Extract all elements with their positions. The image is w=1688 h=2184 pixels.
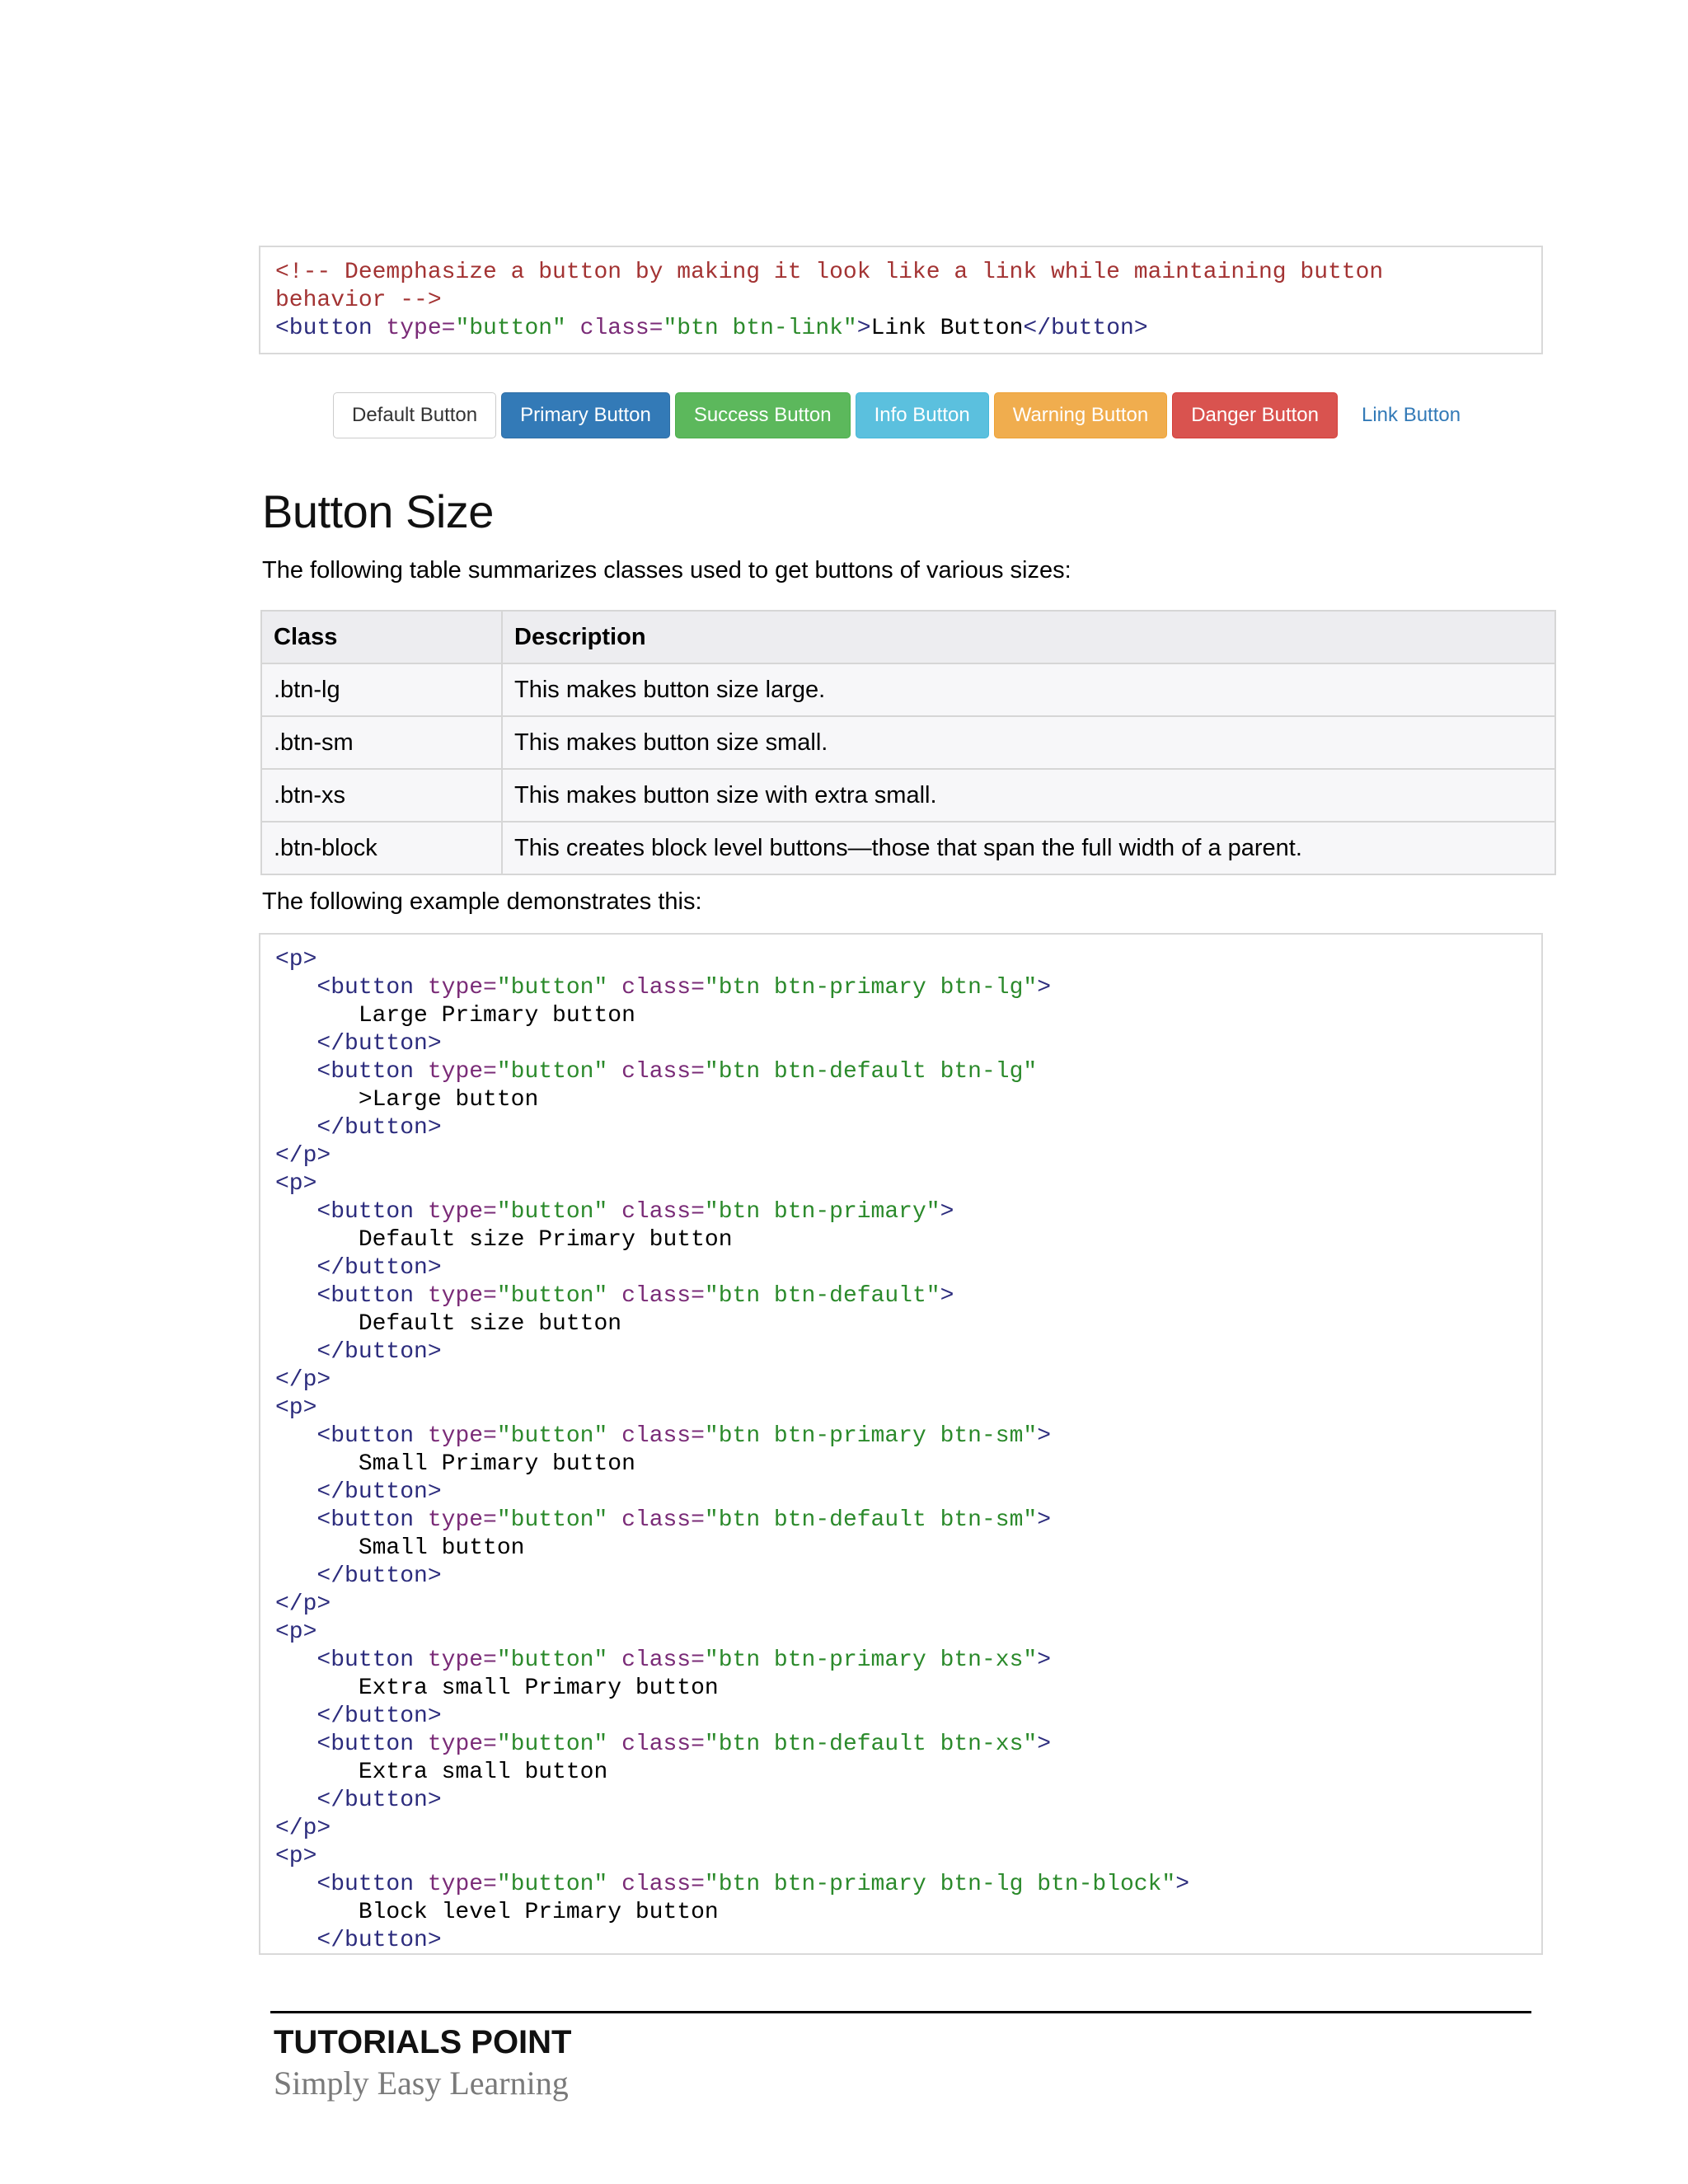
table-cell-class: .btn-xs: [261, 769, 502, 822]
code-token: <p>: [275, 1395, 317, 1421]
code-token: </button>: [275, 1031, 442, 1057]
code-token: "button": [496, 1059, 622, 1085]
code-line: [275, 1338, 1526, 1366]
code-block-link-button: [259, 246, 1543, 354]
code-token: "button": [496, 1647, 622, 1673]
code-token: type=: [427, 1423, 497, 1449]
code-line: [275, 1927, 1526, 1955]
code-line: [275, 1058, 1526, 1086]
code-token: <button: [275, 1872, 428, 1897]
code-token: >: [940, 1199, 954, 1225]
code-token: "btn btn-default btn-xs": [704, 1732, 1038, 1757]
code-token: type=: [427, 975, 497, 1001]
code-token: "button": [496, 1732, 622, 1757]
code-token: "btn btn-primary btn-lg btn-block": [704, 1872, 1176, 1897]
code-line: [275, 1226, 1526, 1254]
table-row: [261, 663, 1555, 716]
code-token: <p>: [275, 1619, 317, 1645]
code-line: [275, 1591, 1526, 1619]
code-token: type=: [427, 1059, 497, 1085]
code-token: "button": [496, 1507, 622, 1533]
code-token: type=: [386, 316, 456, 341]
code-line: [275, 287, 1526, 315]
code-token: </button>: [275, 1479, 442, 1505]
code-line: [275, 1759, 1526, 1787]
code-line: [275, 1282, 1526, 1310]
code-token: class=: [621, 1423, 705, 1449]
button-size-table: [260, 610, 1556, 875]
link-button-demo: Link Button: [1362, 404, 1461, 426]
code-line: [275, 1507, 1526, 1535]
code-token: </button>: [275, 1255, 442, 1281]
code-token: "btn btn-primary btn-xs": [704, 1647, 1038, 1673]
code-line: [275, 1422, 1526, 1451]
code-token: </button>: [275, 1563, 442, 1589]
default-button-demo: Default Button: [333, 392, 496, 438]
code-token: >: [1037, 1423, 1051, 1449]
code-line: [275, 1731, 1526, 1759]
code-line: [275, 1479, 1526, 1507]
code-token: "button": [496, 1872, 622, 1897]
table-cell-class: .btn-block: [261, 822, 502, 874]
table-row: [261, 769, 1555, 822]
code-token: type=: [427, 1283, 497, 1309]
code-line: [275, 1114, 1526, 1142]
code-line: [275, 1535, 1526, 1563]
code-token: "button": [496, 1423, 622, 1449]
code-token: Link Button: [870, 316, 1024, 341]
table-header-description: Description: [502, 611, 1555, 663]
code-token: class=: [621, 1283, 705, 1309]
code-token: type=: [427, 1872, 497, 1897]
code-line: [275, 1170, 1526, 1198]
code-line: [275, 1002, 1526, 1030]
code-token: type=: [427, 1199, 497, 1225]
code-token: "btn btn-default": [704, 1283, 940, 1309]
demo-button-row: [333, 391, 1479, 440]
code-token: class=: [621, 1647, 705, 1673]
table-cell-class: .btn-lg: [261, 663, 502, 716]
code-token: Default size Primary button: [275, 1227, 733, 1253]
code-token: </p>: [275, 1143, 331, 1169]
table-cell-description: This makes button size with extra small.: [502, 769, 1555, 822]
code-token: <!-- Deemphasize a button by making it look like a link while maintaining button: [275, 260, 1384, 285]
code-token: >: [856, 316, 871, 341]
code-token: class=: [621, 1872, 705, 1897]
code-token: Default size button: [275, 1311, 622, 1337]
code-line: [275, 1871, 1526, 1899]
code-block-button-sizes: [259, 933, 1543, 1955]
intro-paragraph: The following table summarizes classes used to get buttons of various sizes:: [262, 557, 1071, 583]
code-token: <button: [275, 1283, 428, 1309]
code-token: </button>: [275, 1339, 442, 1365]
code-token: </button>: [275, 1704, 442, 1729]
table-header-class: Class: [261, 611, 502, 663]
code-token: Large Primary button: [275, 1003, 635, 1029]
code-token: "button": [496, 1199, 622, 1225]
table-cell-class: .btn-sm: [261, 716, 502, 769]
code-token: </p>: [275, 1591, 331, 1617]
code-line: [275, 1815, 1526, 1843]
code-line: [275, 1198, 1526, 1226]
code-token: </p>: [275, 1367, 331, 1393]
code-line: [275, 259, 1526, 287]
code-token: >: [1037, 1732, 1051, 1757]
code-token: <button: [275, 1647, 428, 1673]
code-line: [275, 315, 1526, 343]
code-token: <p>: [275, 1844, 317, 1869]
code-line: [275, 1899, 1526, 1927]
info-button-demo: Info Button: [856, 392, 989, 438]
table-cell-description: This makes button size small.: [502, 716, 1555, 769]
code-token: "button": [496, 1283, 622, 1309]
code-line: [275, 1394, 1526, 1422]
warning-button-demo: Warning Button: [994, 392, 1168, 438]
code-token: <button: [275, 975, 428, 1001]
code-token: "btn btn-default btn-sm": [704, 1507, 1038, 1533]
footer-title: TUTORIALS POINT: [274, 2024, 572, 2060]
table-row: [261, 822, 1555, 874]
code-token: <button: [275, 1507, 428, 1533]
example-intro-paragraph: The following example demonstrates this:: [262, 888, 702, 915]
table-row: [261, 716, 1555, 769]
code-line: [275, 1787, 1526, 1815]
code-line: [275, 1030, 1526, 1058]
section-heading: Button Size: [262, 485, 494, 537]
code-line: [275, 1619, 1526, 1647]
code-token: <button: [275, 1199, 428, 1225]
code-token: class=: [621, 975, 705, 1001]
code-token: "btn btn-primary btn-lg": [704, 975, 1038, 1001]
code-line: [275, 1563, 1526, 1591]
code-token: >: [1175, 1872, 1190, 1897]
code-token: "button": [455, 316, 580, 341]
code-line: [275, 1843, 1526, 1871]
code-line: [275, 1451, 1526, 1479]
table-header-row: [261, 611, 1555, 663]
code-line: [275, 1086, 1526, 1114]
code-line: [275, 1647, 1526, 1675]
code-token: <p>: [275, 1171, 317, 1197]
code-token: class=: [621, 1732, 705, 1757]
code-token: <p>: [275, 947, 317, 972]
footer-divider: [270, 2011, 1531, 2013]
code-token: </button>: [275, 1788, 442, 1813]
code-token: </button>: [275, 1115, 442, 1141]
code-line: [275, 1366, 1526, 1394]
code-token: "button": [496, 975, 622, 1001]
code-token: <button: [275, 1732, 428, 1757]
footer-subtitle: Simply Easy Learning: [274, 2064, 569, 2102]
code-token: class=: [621, 1059, 705, 1085]
table-cell-description: This creates block level buttons—those that span the full width of a parent.: [502, 822, 1555, 874]
code-token: >: [1037, 1647, 1051, 1673]
code-line: [275, 946, 1526, 974]
code-token: </p>: [275, 1816, 331, 1841]
code-token: >: [1037, 975, 1051, 1001]
code-token: >Large button: [275, 1087, 539, 1113]
code-token: Extra small button: [275, 1760, 608, 1785]
code-token: type=: [427, 1732, 497, 1757]
code-line: [275, 1703, 1526, 1731]
code-token: class=: [621, 1199, 705, 1225]
code-token: </button>: [1023, 316, 1148, 341]
code-token: Small Primary button: [275, 1451, 635, 1477]
table-cell-description: This makes button size large.: [502, 663, 1555, 716]
code-token: type=: [427, 1507, 497, 1533]
code-line: [275, 1675, 1526, 1703]
code-token: behavior -->: [275, 288, 442, 313]
code-token: "btn btn-primary": [704, 1199, 940, 1225]
code-token: Extra small Primary button: [275, 1675, 719, 1701]
code-token: <button: [275, 316, 387, 341]
code-line: [275, 1254, 1526, 1282]
code-token: <button: [275, 1423, 428, 1449]
code-token: "btn btn-default btn-lg": [704, 1059, 1038, 1085]
primary-button-demo: Primary Button: [501, 392, 670, 438]
code-token: class=: [621, 1507, 705, 1533]
code-token: type=: [427, 1647, 497, 1673]
code-token: >: [1037, 1507, 1051, 1533]
code-token: <button: [275, 1059, 428, 1085]
danger-button-demo: Danger Button: [1172, 392, 1338, 438]
code-token: >: [940, 1283, 954, 1309]
code-line: [275, 1310, 1526, 1338]
code-token: class=: [579, 316, 663, 341]
code-token: Block level Primary button: [275, 1900, 719, 1925]
code-line: [275, 1142, 1526, 1170]
code-token: </button>: [275, 1928, 442, 1953]
success-button-demo: Success Button: [675, 392, 851, 438]
code-line: [275, 974, 1526, 1002]
code-token: "btn btn-primary btn-sm": [704, 1423, 1038, 1449]
code-token: Small button: [275, 1535, 525, 1561]
code-token: "btn btn-link": [663, 316, 857, 341]
